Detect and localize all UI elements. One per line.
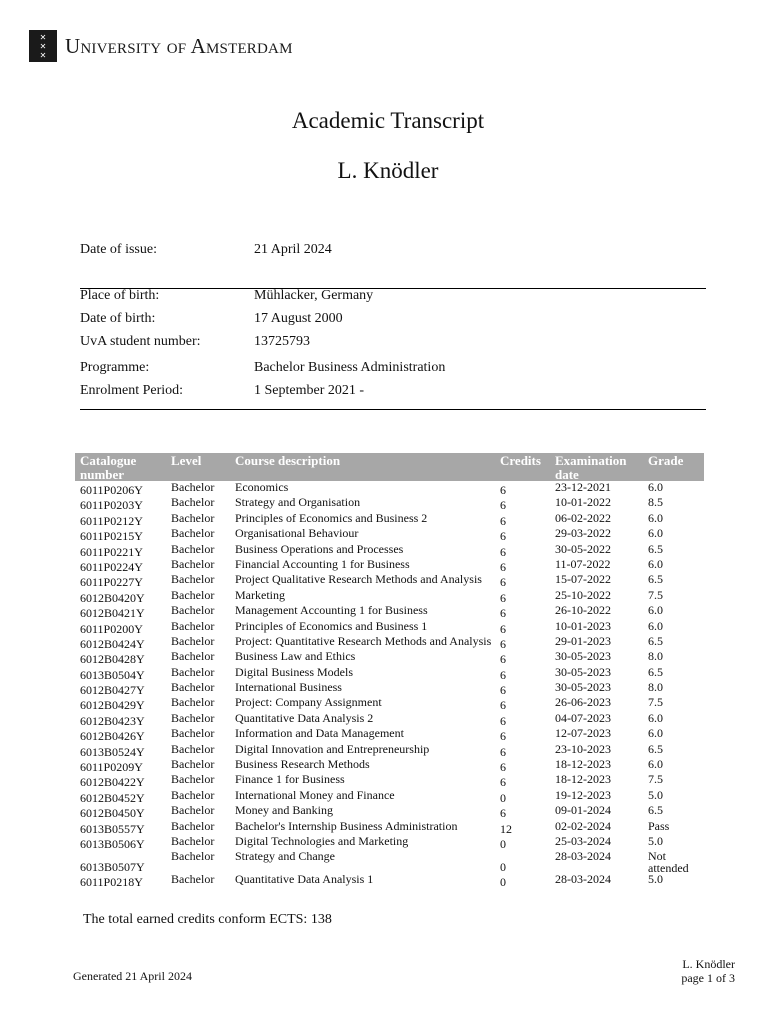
- course-grade: 6.0: [648, 618, 663, 633]
- course-level: Bachelor: [171, 772, 215, 787]
- course-description: Financial Accounting 1 for Business: [235, 556, 410, 571]
- course-grade: Pass: [648, 818, 670, 833]
- course-description: Organisational Behaviour: [235, 526, 359, 541]
- exam-date: 19-12-2023: [555, 787, 611, 802]
- header-number: Catalogue number: [80, 453, 137, 482]
- course-level: Bachelor: [171, 833, 215, 848]
- course-level: Bachelor: [171, 618, 215, 633]
- course-number: 6013B0507Y: [80, 860, 145, 875]
- course-grade: 6.5: [648, 572, 663, 587]
- table-row: [75, 635, 704, 650]
- exam-date: 30-05-2023: [555, 664, 611, 679]
- course-credits: 0: [500, 875, 506, 890]
- table-row: [75, 481, 704, 496]
- course-description: Project: Quantitative Research Methods and Analysis: [235, 633, 492, 648]
- personal-value: Mühlacker, Germany: [254, 288, 374, 303]
- course-grade: 5.0: [648, 833, 663, 848]
- generated-date: Generated 21 April 2024: [73, 969, 192, 983]
- table-row: [75, 650, 704, 665]
- table-row: [75, 727, 704, 742]
- course-description: International Business: [235, 680, 342, 695]
- course-description: Marketing: [235, 587, 285, 602]
- course-description: Principles of Economics and Business 1: [235, 618, 428, 633]
- course-level: Bachelor: [171, 633, 215, 648]
- course-level: Bachelor: [171, 572, 215, 587]
- course-number: 6012B0427Y: [80, 683, 145, 698]
- table-row: [75, 804, 704, 819]
- course-credits: 6: [500, 744, 506, 759]
- total-credits: The total earned credits conform ECTS: 138: [83, 912, 332, 927]
- exam-date: 30-05-2022: [555, 541, 611, 556]
- course-level: Bachelor: [171, 695, 215, 710]
- course-grade: 8.0: [648, 680, 663, 695]
- course-grade: 5.0: [648, 787, 663, 802]
- table-row: [75, 527, 704, 542]
- course-credits: 6: [500, 713, 506, 728]
- personal-value: 1 September 2021 -: [254, 383, 365, 398]
- header-description: Course description: [235, 453, 341, 468]
- course-credits: 6: [500, 683, 506, 698]
- course-level: Bachelor: [171, 649, 215, 664]
- course-grade: 6.0: [648, 603, 663, 618]
- course-description: Information and Data Management: [235, 726, 404, 741]
- personal-label: Place of birth:: [80, 288, 160, 303]
- divider-top: [80, 288, 706, 289]
- course-level: Bachelor: [171, 541, 215, 556]
- course-grade: 8.5: [648, 495, 663, 510]
- table-row: [75, 496, 704, 511]
- course-level: Bachelor: [171, 603, 215, 618]
- course-credits: 6: [500, 652, 506, 667]
- course-grade: 6.5: [648, 664, 663, 679]
- table-row: [75, 558, 704, 573]
- course-credits: 6: [500, 513, 506, 528]
- course-grade: 7.5: [648, 587, 663, 602]
- document-title: Academic Transcript: [291, 108, 485, 133]
- course-level: Bachelor: [171, 741, 215, 756]
- table-header: [75, 453, 704, 481]
- course-description: Quantitative Data Analysis 2: [235, 710, 374, 725]
- footer-name: L. Knödler: [682, 957, 735, 971]
- course-level: Bachelor: [171, 664, 215, 679]
- course-grade: 6.5: [648, 803, 663, 818]
- course-number: 6012B0424Y: [80, 636, 145, 651]
- exam-date: 11-07-2022: [555, 556, 611, 571]
- course-number: 6012B0429Y: [80, 698, 145, 713]
- table-row: [75, 873, 704, 888]
- university-logo: [29, 30, 293, 62]
- course-credits: 6: [500, 483, 506, 497]
- header-grade: Grade: [648, 453, 684, 468]
- course-credits: 6: [500, 544, 506, 559]
- course-credits: 6: [500, 760, 506, 775]
- course-number: 6012B0428Y: [80, 652, 145, 667]
- course-description: International Money and Finance: [235, 787, 395, 802]
- exam-date: 29-03-2022: [555, 526, 611, 541]
- course-credits: 6: [500, 636, 506, 651]
- personal-value: 17 August 2000: [254, 311, 343, 326]
- exam-date: 15-07-2022: [555, 572, 611, 587]
- course-credits: 12: [500, 821, 512, 836]
- exam-date: 25-10-2022: [555, 587, 611, 602]
- course-credits: 6: [500, 806, 506, 821]
- course-credits: 6: [500, 575, 506, 590]
- course-description: Strategy and Change: [235, 849, 335, 864]
- course-level: Bachelor: [171, 787, 215, 802]
- course-credits: 6: [500, 606, 506, 621]
- course-credits: 6: [500, 529, 506, 544]
- exam-date: 02-02-2024: [555, 818, 611, 833]
- personal-label: Enrolment Period:: [80, 383, 184, 398]
- xxx-crest-icon: ✕ ✕ ✕: [29, 30, 57, 62]
- footer-info: [681, 957, 735, 985]
- exam-date: 25-03-2024: [555, 833, 611, 848]
- table-row: [75, 666, 704, 681]
- course-number: 6011P0206Y: [80, 483, 143, 497]
- course-description: Digital Technologies and Marketing: [235, 833, 409, 848]
- course-description: Principles of Economics and Business 2: [235, 510, 428, 525]
- exam-date: 18-12-2023: [555, 772, 611, 787]
- course-level: Bachelor: [171, 587, 215, 602]
- course-description: Money and Banking: [235, 803, 333, 818]
- table-row: [75, 820, 704, 835]
- header-date: Examination date: [555, 453, 627, 482]
- exam-date: 28-03-2024: [555, 872, 611, 887]
- course-level: Bachelor: [171, 510, 215, 525]
- table-row: [75, 712, 704, 727]
- course-credits: 6: [500, 590, 506, 605]
- course-grade: 6.0: [648, 757, 663, 772]
- personal-label: Programme:: [80, 360, 150, 375]
- course-description: Project Qualitative Research Methods and Analysis: [235, 572, 482, 587]
- course-number: 6011P0218Y: [80, 875, 143, 890]
- course-grade: 6.0: [648, 510, 663, 525]
- table-row: [75, 681, 704, 696]
- table-row: [75, 573, 704, 588]
- course-level: Bachelor: [171, 726, 215, 741]
- course-description: Digital Business Models: [235, 664, 354, 679]
- course-number: 6013B0504Y: [80, 667, 145, 682]
- course-level: Bachelor: [171, 818, 215, 833]
- exam-date: 18-12-2023: [555, 757, 611, 772]
- exam-date: 26-10-2022: [555, 603, 611, 618]
- course-credits: 0: [500, 790, 506, 805]
- course-number: 6013B0524Y: [80, 744, 145, 759]
- course-grade: 6.0: [648, 726, 663, 741]
- course-grade: 6.0: [648, 526, 663, 541]
- issue-date-label: Date of issue:: [80, 242, 157, 257]
- course-number: 6011P0224Y: [80, 559, 143, 574]
- course-description: Finance 1 for Business: [235, 772, 345, 787]
- course-description: Management Accounting 1 for Business: [235, 603, 428, 618]
- page-number: page 1 of 3: [681, 971, 735, 985]
- course-level: Bachelor: [171, 680, 215, 695]
- header-credits: Credits: [500, 453, 541, 468]
- course-level: Bachelor: [171, 872, 215, 887]
- student-name: L. Knödler: [337, 158, 439, 183]
- divider-bottom: [80, 409, 706, 410]
- exam-date: 28-03-2024: [555, 849, 611, 864]
- course-grade: 7.5: [648, 772, 663, 787]
- exam-date: 10-01-2022: [555, 495, 611, 510]
- exam-date: 06-02-2022: [555, 510, 611, 525]
- course-credits: 6: [500, 775, 506, 790]
- course-grade: 8.0: [648, 649, 663, 664]
- course-credits: 6: [500, 621, 506, 636]
- table-row: [75, 743, 704, 758]
- course-credits: 0: [500, 860, 506, 875]
- table-row: [75, 835, 704, 850]
- course-level: Bachelor: [171, 710, 215, 725]
- course-description: Strategy and Organisation: [235, 495, 361, 510]
- course-grade: 5.0: [648, 872, 663, 887]
- course-grade: 6.5: [648, 541, 663, 556]
- course-description: Business Operations and Processes: [235, 541, 404, 556]
- table-row: [75, 589, 704, 604]
- course-grade: 7.5: [648, 695, 663, 710]
- personal-label: Date of birth:: [80, 311, 156, 326]
- exam-date: 04-07-2023: [555, 710, 611, 725]
- course-description: Economics: [235, 480, 289, 494]
- table-row: [75, 543, 704, 558]
- exam-date: 23-12-2021: [555, 480, 611, 494]
- course-level: Bachelor: [171, 526, 215, 541]
- personal-value: Bachelor Business Administration: [254, 360, 446, 375]
- course-number: 6012B0426Y: [80, 729, 145, 744]
- course-level: Bachelor: [171, 495, 215, 510]
- course-credits: 6: [500, 729, 506, 744]
- logo-text: University of Amsterdam: [65, 33, 293, 58]
- course-grade: 6.0: [648, 480, 663, 494]
- course-grade: 6.0: [648, 710, 663, 725]
- course-level: Bachelor: [171, 480, 215, 494]
- personal-label: UvA student number:: [80, 334, 201, 349]
- exam-date: 10-01-2023: [555, 618, 611, 633]
- table-row: [75, 789, 704, 804]
- exam-date: 23-10-2023: [555, 741, 611, 756]
- course-credits: 0: [500, 836, 506, 851]
- exam-date: 12-07-2023: [555, 726, 611, 741]
- course-number: 6011P0221Y: [80, 544, 143, 559]
- course-description: Digital Innovation and Entrepreneurship: [235, 741, 430, 756]
- table-row: [75, 849, 704, 876]
- personal-value: 13725793: [254, 334, 310, 349]
- course-level: Bachelor: [171, 556, 215, 571]
- course-description: Business Law and Ethics: [235, 649, 356, 664]
- course-number: 6012B0423Y: [80, 713, 145, 728]
- course-description: Business Research Methods: [235, 757, 370, 772]
- course-number: 6012B0422Y: [80, 775, 145, 790]
- table-row: [75, 758, 704, 773]
- table-body: [75, 481, 704, 889]
- issue-date-value: 21 April 2024: [254, 242, 332, 257]
- table-row: [75, 696, 704, 711]
- course-number: 6011P0215Y: [80, 529, 143, 544]
- course-number: 6011P0227Y: [80, 575, 143, 590]
- exam-date: 29-01-2023: [555, 633, 611, 648]
- course-number: 6013B0506Y: [80, 836, 145, 851]
- table-row: [75, 773, 704, 788]
- course-number: 6013B0557Y: [80, 821, 145, 836]
- course-number: 6012B0421Y: [80, 606, 145, 621]
- course-level: Bachelor: [171, 803, 215, 818]
- exam-date: 26-06-2023: [555, 695, 611, 710]
- course-credits: 6: [500, 698, 506, 713]
- course-number: 6012B0420Y: [80, 590, 145, 605]
- course-description: Bachelor's Internship Business Administration: [235, 818, 458, 833]
- exam-date: 09-01-2024: [555, 803, 611, 818]
- course-number: 6012B0452Y: [80, 790, 145, 805]
- course-level: Bachelor: [171, 757, 215, 772]
- course-number: 6012B0450Y: [80, 806, 145, 821]
- course-description: Project: Company Assignment: [235, 695, 382, 710]
- course-description: Quantitative Data Analysis 1: [235, 872, 374, 887]
- course-grade: 6.0: [648, 556, 663, 571]
- course-credits: 6: [500, 667, 506, 682]
- course-grade: 6.5: [648, 633, 663, 648]
- course-grade: Not attended: [648, 849, 689, 876]
- header-level: Level: [171, 453, 202, 468]
- course-credits: 6: [500, 559, 506, 574]
- exam-date: 30-05-2023: [555, 680, 611, 695]
- course-grade: 6.5: [648, 741, 663, 756]
- course-table: [75, 453, 704, 889]
- course-number: 6011P0209Y: [80, 760, 143, 775]
- table-row: [75, 620, 704, 635]
- course-level: Bachelor: [171, 849, 215, 864]
- table-row: [75, 512, 704, 527]
- course-number: 6011P0212Y: [80, 513, 143, 528]
- course-credits: 6: [500, 498, 506, 513]
- course-number: 6011P0203Y: [80, 498, 143, 513]
- table-row: [75, 604, 704, 619]
- course-number: 6011P0200Y: [80, 621, 143, 636]
- exam-date: 30-05-2023: [555, 649, 611, 664]
